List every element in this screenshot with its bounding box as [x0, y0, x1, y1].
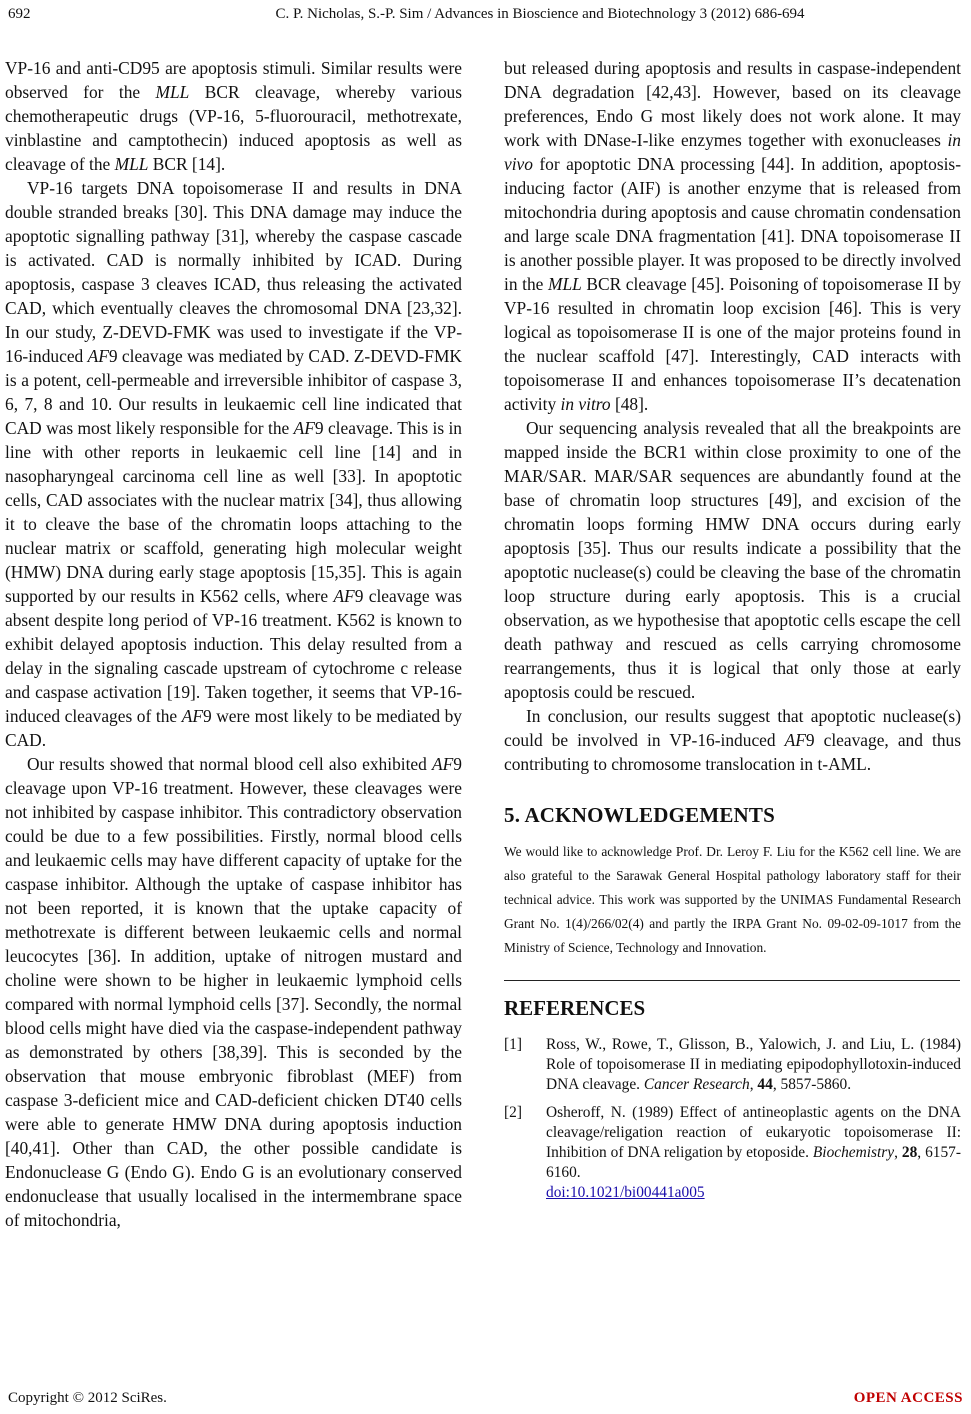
paragraph: Our sequencing analysis revealed that all the breakpoints are mapped inside the BCR1 within close proximity to one of the MAR/SAR. MAR/SAR sequences are abundantly found at the base of chromatin loop structures [49], and excision of the chromatin loops forming HMW DNA occurs during early apoptosis [35]. Thus our results indicate a possibility that the apoptotic nuclease(s) could be cleaving the base of the chromatin loop structure during early apoptosis. This is a crucial observation, as we hypothesise that apoptotic cells escape the cell death pathway and rescued as cells carrying chromosome rearrangements, thus it is logical that only those at early apoptosis could be rescued. — [504, 418, 961, 702]
left-column — [5, 56, 462, 1232]
paragraph: VP-16 and anti-CD95 are apoptosis stimuli. Similar results were observed for the MLL BCR cleavage, whereby various chemotherapeutic drugs (VP-16, 5-fluorouracil, methotrexate, vinblastine and camptothecin) induced apoptosis as well as cleavage of the MLL BCR [14]. — [5, 58, 462, 174]
open-access-label: OPEN ACCESS — [853, 1390, 963, 1406]
reference-item — [504, 1035, 961, 1095]
reference-text: Ross, W., Rowe, T., Glisson, B., Yalowich, J. and Liu, L. (1984) Role of topoisomerase II in mediating epipodophyllotoxin-induced DNA cleavage. Cancer Research, 44, 5857-5860. — [546, 1036, 961, 1093]
doi-link[interactable]: doi:10.1021/bi00441a005 — [546, 1184, 705, 1201]
reference-number: [1] — [504, 1036, 522, 1053]
running-head: C. P. Nicholas, S.-P. Sim / Advances in Bioscience and Biotechnology 3 (2012) 686-694 — [275, 6, 805, 22]
reference-number: [2] — [504, 1104, 522, 1121]
page-header — [0, 0, 971, 30]
copyright-notice: Copyright © 2012 SciRes. — [8, 1390, 167, 1406]
paragraph: VP-16 targets DNA topoisomerase II and results in DNA double stranded breaks [30]. This DNA damage may induce the apoptotic signalling pathway [31], whereby the caspase cascade is activated. CAD is normally inhibited by ICAD. During apoptosis, caspase 3 cleaves ICAD, thus releasing the activated CAD, which eventually cleaves the chromosomal DNA [23,32]. In our study, Z-DEVD-FMK was used to investigate if the VP-16-induced AF9 cleavage was mediated by CAD. Z-DEVD-FMK is a potent, cell-permeable and irreversible inhibitor of caspase 3, 6, 7, 8 and 10. Our results in leukaemic cell line indicated that CAD was most likely responsible for the AF9 cleavage. This is in line with other reports in leukaemic cell line [14] and in nasopharyngeal carcinoma cell line as well [33]. In apoptotic cells, CAD associates with the nuclear matrix [34], thus allowing it to cleave the base of the chromatin loops attaching to the nuclear matrix or scaffold, generating high molecular weight (HMW) DNA during early stage apoptosis [15,35]. This is again supported by our results in K562 cells, where AF9 cleavage was absent despite long period of VP-16 treatment. K562 is known to exhibit delayed apoptosis induction. This delay resulted from a delay in the signaling cascade upstream of cytochrome c release and caspase activation [19]. Taken together, it seems that VP-16-induced cleavages of the AF9 were most likely to be mediated by CAD. — [5, 178, 463, 750]
references-heading: REFERENCES — [504, 996, 646, 1020]
paragraph: but released during apoptosis and results in caspase-independent DNA degradation [42,43]. However, based on its cleavage preferences, Endo G most likely does not work alone. It may work with DNase-I-like enzymes together with exonucleases in vivo for apoptotic DNA processing [44]. In addition, apoptosis-inducing factor (AIF) is another enzyme that is released from mitochondria during apoptosis and cause chromatin condensation and large scale DNA fragmentation [41]. DNA topoisomerase II is another possible player. It was proposed to be directly involved in the MLL BCR cleavage [45]. Poisoning of topoisomerase II by VP-16 resulted in chromatin loop excision [46]. This is very logical as topoisomerase II is one of the major proteins found in the nuclear scaffold [47]. Interestingly, CAD interacts with topoisomerase II and enhances topoisomerase II’s decatenation activity in vitro [48]. — [504, 58, 961, 414]
reference-list — [504, 1035, 961, 1203]
right-column — [504, 56, 961, 1211]
reference-text: Osheroff, N. (1989) Effect of antineoplastic agents on the DNA cleavage/religation reaction of eukaryotic topoisomerase II: Inhibition of DNA religation by etoposide. Biochemistry, 28, 6157-6160. — [546, 1104, 961, 1181]
paragraph: In conclusion, our results suggest that apoptotic nuclease(s) could be involved in VP-16-induced AF9 cleavage, and thus contributing to chromosome translocation in t-AML. — [504, 706, 961, 774]
page-number: 692 — [8, 6, 31, 22]
acknowledgements-text: We would like to acknowledge Prof. Dr. Leroy F. Liu for the K562 cell line. We are also grateful to the Sarawak General Hospital pathology laboratory staff for their technical advice. This work was supported by the UNIMAS Fundamental Research Grant No. 1(4)/266/02(4) and partly the IRPA Grant No. 09-02-09-1017 from the Ministry of Science, Technology and Innovation. — [504, 844, 961, 955]
section-divider — [504, 980, 960, 981]
reference-item — [504, 1103, 961, 1203]
page-footer — [0, 1384, 971, 1410]
acknowledgements-heading: 5. ACKNOWLEDGEMENTS — [504, 803, 776, 827]
paragraph: Our results showed that normal blood cell also exhibited AF9 cleavage upon VP-16 treatment. However, these cleavages were not inhibited by caspase inhibitor. This contradictory observation could be due to a few possibilities. Firstly, normal blood cells and leukaemic cells may have different capacity of uptake for the caspase inhibitor. Although the uptake of caspase inhibitor has not been reported, it is known that the uptake capacity of methotrexate is different between leukaemic cells and normal leucocytes [36]. In addition, uptake of nitrogen mustard and choline were shown to be higher in leukaemic lymphoid cells compared with normal lymphoid cells [37]. Secondly, the normal blood cells might have died via the caspase-independent pathway as demonstrated by others [38,39]. This is seconded by the observation that mouse embryonic fibroblast (MEF) from caspase 3-deficient mice and CAD-deficient chicken DT40 cells were able to generate HMW DNA during apoptosis induction [40,41]. Other than CAD, the other possible candidate is Endonuclease G (Endo G). Endo G is an evolutionary conserved endonuclease that usually localised in the intermembrane space of mitochondria, — [5, 754, 462, 1230]
